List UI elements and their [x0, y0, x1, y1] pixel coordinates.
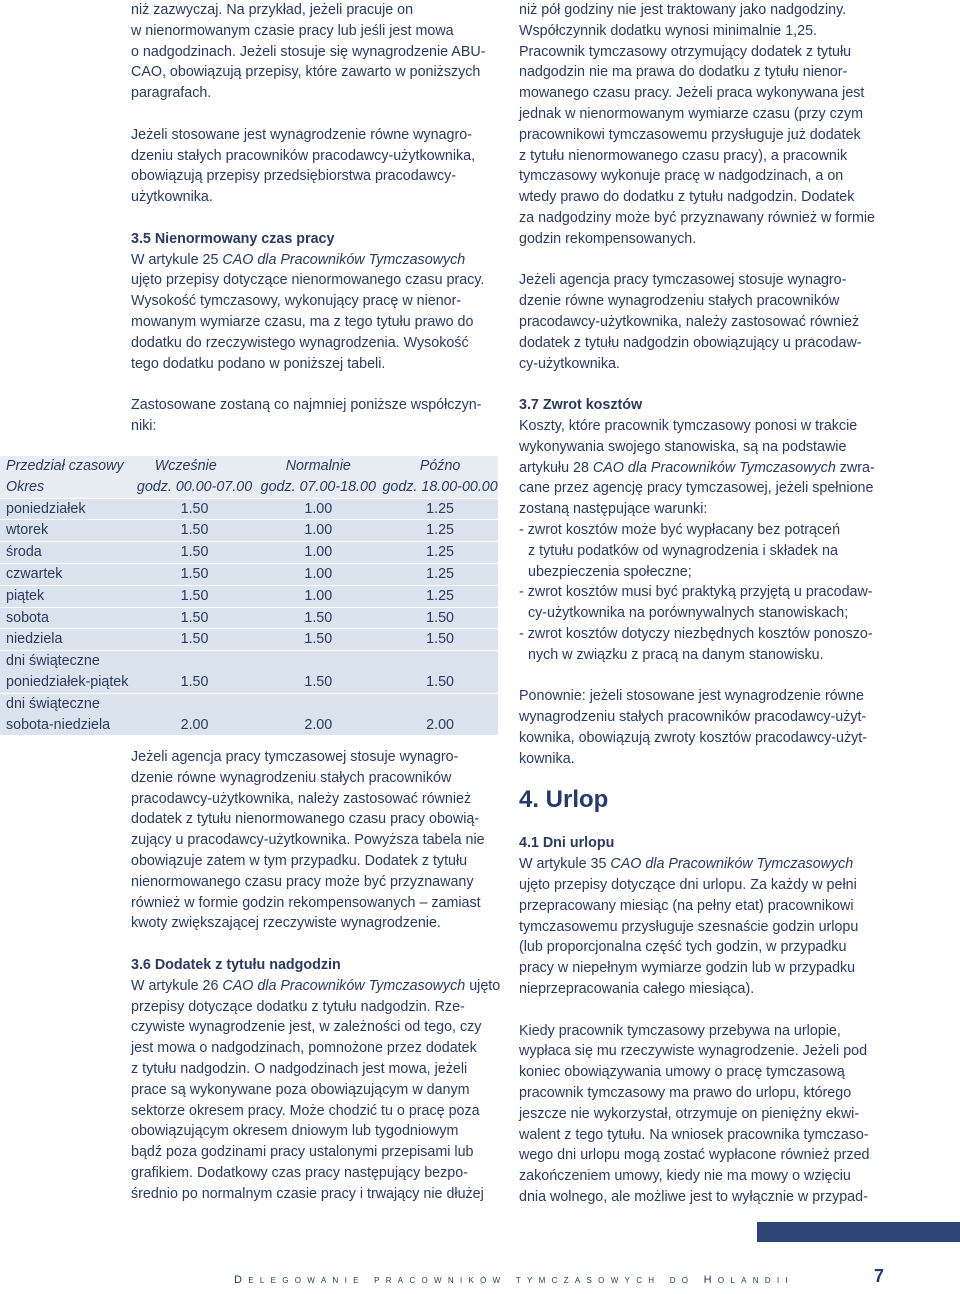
table-header-row	[0, 477, 498, 498]
text-run: zwra-	[835, 459, 875, 476]
text-line: ubezpieczenia społeczne;	[528, 563, 692, 580]
text-line: niż zazwyczaj. Na przykład, jeżeli pracuje on	[131, 2, 414, 18]
table-cell: dni świąteczne	[0, 693, 129, 714]
text-line: pracodawcy-użytkownika, należy zastosować również	[519, 313, 860, 330]
table-row	[0, 651, 498, 672]
text-line: cane przez agencję pracy tymczasowej, jeżeli spełnione	[519, 480, 874, 497]
text-line: paragrafach.	[131, 85, 212, 102]
table-cell: 1.50	[254, 629, 376, 651]
table-cell: 2.00	[304, 716, 333, 733]
table-cell: sobota-niedziela	[6, 716, 111, 733]
table-header-cell: godz. 00.00-07.00	[136, 478, 253, 495]
text-line: Koszty, które pracownik tymczasowy ponosi w trakcie	[519, 417, 858, 434]
text-line: zostaną następujące warunki:	[519, 501, 708, 518]
text-line: prace są wykonywane poza obowiązującym w danym	[131, 1081, 470, 1098]
text-line: koniec obowiązywania umowy o pracę tymczasową	[519, 1064, 845, 1081]
text-line: jednak w nienormowanym wymiarze czasu (przy czym	[519, 105, 864, 122]
table-cell: 1.25	[376, 520, 498, 542]
table-cell: 2.00	[426, 716, 454, 733]
table-cell: poniedziałek-piątek	[6, 673, 129, 690]
table-cell: dni świąteczne	[0, 651, 129, 672]
text-line: wego dni urlopu mogą zostać wypłacone również przed	[519, 1147, 870, 1164]
text-line: dzenie równe wynagrodzeniu stałych pracowników	[519, 293, 840, 310]
page-number: 7	[874, 1266, 885, 1286]
text-line: Jeżeli stosowane jest wynagrodzenie równe wynagro-	[131, 126, 472, 143]
overtime-rates-table	[0, 456, 498, 735]
text-line: - zwrot kosztów dotyczy niezbędnych kosztów ponoszo-	[519, 625, 873, 642]
text-line: wynagrodzeniu stałych pracowników pracodawcy-użyt-	[519, 709, 867, 726]
table-cell: 1.00	[254, 498, 376, 520]
table-cell: 1.50	[129, 585, 255, 607]
text-line: obowiązującym okresem dniowym lub tygodniowym	[131, 1123, 459, 1140]
table-cell: czwartek	[0, 563, 129, 585]
text-line: tymczasowy wykonuje pracę w nadgodzinach, a on	[519, 168, 844, 185]
table-row	[0, 498, 498, 520]
table-cell: 1.25	[376, 563, 498, 585]
paragraph-agency-overtime	[519, 270, 899, 374]
text-line: dzenie równe wynagrodzeniu stałych pracowników	[131, 769, 452, 786]
table-cell: sobota	[0, 607, 129, 629]
text-line: tego dodatku podano w poniższej tabeli.	[131, 355, 386, 372]
table-cell: 1.25	[376, 542, 498, 564]
text-line: Pracownik tymczasowy otrzymujący dodatek z tytułu	[519, 43, 852, 60]
text-line: - zwrot kosztów musi być praktyką przyjętą u pracodaw-	[519, 584, 873, 601]
paragraph-continued	[131, 0, 501, 104]
text-line	[519, 854, 899, 875]
text-line	[131, 976, 501, 997]
table-row	[0, 672, 498, 693]
text-line: Wysokość tymczasowy, wykonujący pracę w nienor-	[131, 293, 462, 310]
text-line: czywiste wynagrodzenie jest, w zależności od tego, czy	[131, 1019, 482, 1036]
text-line: cy-użytkownika.	[519, 355, 620, 372]
table-cell: 1.50	[254, 607, 376, 629]
text-line: dodatek z tytułu nienormowanego czasu pracy obowią-	[131, 811, 480, 828]
paragraph-coefficients	[131, 395, 501, 437]
text-line: Jeżeli agencja pracy tymczasowej stosuje wynagro-	[131, 749, 459, 765]
table-cell: 1.50	[129, 629, 255, 651]
text-line: Jeżeli agencja pracy tymczasowej stosuje wynagro-	[519, 272, 847, 289]
text-line: wykonywania swojego stanowiska, są na podstawie	[519, 438, 847, 455]
text-run: W artykule 35	[519, 856, 611, 873]
table-cell: poniedziałek	[0, 498, 129, 520]
section-4-1	[519, 833, 899, 999]
text-line	[131, 250, 501, 271]
heading-4-1: 4.1 Dni urlopu	[519, 835, 615, 852]
table-cell: 1.00	[254, 542, 376, 564]
text-line: z tytułu podatków od wynagrodzenia i składek na	[528, 542, 838, 559]
text-line: Zastosowane zostaną co najmniej poniższe współczyn-	[131, 397, 482, 414]
table-cell: 1.50	[304, 673, 333, 690]
paragraph-leave-pay	[519, 1021, 899, 1208]
list-item	[519, 624, 899, 666]
text-line: dnia wolnego, ale możliwe jest to wyłącznie w przypad-	[519, 1189, 868, 1206]
text-line: zujący u pracodawcy-użytkownika. Powyższa tabela nie	[131, 832, 485, 849]
text-line: za nadgodziny może być przyznawany również w formie	[519, 209, 875, 226]
table-cell: 1.50	[129, 498, 255, 520]
table-row	[0, 629, 498, 651]
list-item	[519, 582, 899, 624]
text-line: nadgodzin nie ma prawa do dodatku z tytułu nienor-	[519, 64, 848, 81]
cao-reference: CAO dla Pracowników Tymczasowych	[222, 977, 466, 994]
section-3-7	[519, 395, 899, 665]
paragraph-again	[519, 686, 899, 769]
table-cell: 1.25	[376, 498, 498, 520]
text-line: ujęto przepisy dotyczące nienormowanego czasu pracy.	[131, 272, 485, 289]
text-line: w nienormowanym czasie pracy lub jeśli jest mowa	[131, 22, 454, 39]
text-run: artykułu 28	[519, 459, 593, 476]
cao-reference: CAO dla Pracowników Tymczasowych	[610, 856, 854, 873]
table-cell: 1.50	[180, 673, 209, 690]
text-line: kwoty zwiększającej rzeczywiste wynagrodzenie.	[131, 915, 441, 932]
text-line: jest mowa o nadgodzinach, pomnożone przez dodatek	[131, 1040, 477, 1057]
text-line: obowiązują przepisy przedsiębiorstwa pracodawcy-	[131, 168, 457, 185]
table-cell: 1.00	[254, 520, 376, 542]
text-line: dodatku do rzeczywistego wynagrodzenia. Wysokość	[131, 334, 469, 351]
table-row	[0, 563, 498, 585]
text-line: użytkownika.	[131, 189, 213, 206]
table-cell: 2.00	[180, 716, 209, 733]
text-line: przepisy dotyczące dodatku z tytułu nadgodzin. Rze-	[131, 998, 465, 1015]
text-line: pracownik tymczasowy ma prawo do urlopu, którego	[519, 1085, 852, 1102]
table-cell: środa	[0, 542, 129, 564]
table-cell: 1.25	[376, 585, 498, 607]
table-header-cell: Późno	[419, 458, 461, 474]
footer-title: Delegowanie pracowników tymczasowych do Holandii	[234, 1274, 795, 1286]
text-line: cy-użytkownika na porównywalnych stanowiskach;	[528, 605, 849, 622]
left-column-lower	[131, 747, 501, 1205]
table-cell: 1.50	[129, 563, 255, 585]
text-line: tymczasowemu przysługuje szesnaście godzin urlopu	[519, 918, 859, 935]
table-cell: 1.50	[376, 629, 498, 651]
text-line: z tytułu nienormowanego czasu pracy), a pracownik	[519, 147, 848, 164]
table-header-cell: godz. 18.00-00.00	[382, 478, 498, 495]
text-line: mowanego czasu pracy. Jeżeli praca wykonywana jest	[519, 85, 865, 102]
heading-3-7: 3.7 Zwrot kosztów	[519, 397, 643, 414]
table-row	[0, 607, 498, 629]
footer-accent-bar	[757, 1222, 960, 1242]
list-item	[519, 520, 899, 582]
text-line: Ponownie: jeżeli stosowane jest wynagrodzenie równe	[519, 688, 864, 705]
text-line: mowanym wymiarze czasu, ma z tego tytułu prawo do	[131, 313, 474, 330]
text-line: jeszcze nie wykorzystał, otrzymuje on pieniężny ekwi-	[519, 1105, 860, 1122]
paragraph-agency-unregular	[131, 747, 501, 934]
table-cell: 1.00	[254, 563, 376, 585]
text-line: wtedy prawo do dodatku z tytułu nadgodzin. Dodatek	[519, 189, 855, 206]
table-header-cell: godz. 07.00-18.00	[260, 478, 376, 495]
table-header-cell: Okres	[6, 478, 45, 495]
cao-reference: CAO dla Pracowników Tymczasowych	[222, 251, 466, 268]
text-line: pracownikowi tymczasowemu przysługuje już dodatek	[519, 126, 861, 143]
text-line: Współczynnik dodatku wynosi minimalnie 1,25.	[519, 22, 817, 39]
left-column	[131, 0, 501, 437]
text-line: CAO, obowiązują przepisy, które zawarto w poniższych	[131, 64, 481, 81]
text-line: grafikiem. Dodatkowy czas pracy następujący bezpo-	[131, 1164, 468, 1181]
text-line: kownika.	[519, 750, 575, 767]
table-row	[0, 585, 498, 607]
text-line: o nadgodzinach. Jeżeli stosuje się wynagrodzenie ABU-	[131, 43, 486, 60]
text-line: nieprzepracowania całego miesiąca).	[519, 981, 755, 998]
table-cell: 1.00	[254, 585, 376, 607]
heading-3-5: 3.5 Nienormowany czas pracy	[131, 230, 335, 247]
text-line: walent z tego tytułu. Na wniosek pracownika tymczaso-	[519, 1126, 869, 1143]
section-3-6	[131, 955, 501, 1205]
text-line: sektorze okresem pracy. Może chodzić tu o pracę poza	[131, 1102, 480, 1119]
text-line: pracodawcy-użytkownika, należy zastosować również	[131, 790, 472, 807]
section-3-5	[131, 229, 501, 375]
text-line: - zwrot kosztów może być wypłacany bez potrąceń	[519, 521, 841, 538]
right-column	[519, 0, 899, 1208]
table-cell: 1.50	[129, 520, 255, 542]
text-line: z tytułu nadgodzin. O nadgodzinach jest mowa, jeżeli	[131, 1060, 468, 1077]
text-line: ujęto przepisy dotyczące dni urlopu. Za każdy w pełni	[519, 877, 857, 894]
text-line: bądź poza godzinami pracy ustalonymi przepisami lub	[131, 1144, 474, 1161]
text-line: godzin rekompensowanych.	[519, 230, 697, 247]
text-line: (lub proporcjonalna część tych godzin, w przypadku	[519, 939, 847, 956]
text-line: dzeniu stałych pracowników pracodawcy-użytkownika,	[131, 147, 476, 164]
table-cell: 1.50	[129, 542, 255, 564]
table-header-cell: Przedział czasowy	[6, 458, 124, 474]
paragraph-equal-pay	[131, 125, 501, 208]
text-line: zakończeniem umowy, kiedy nie ma mowy o wzięciu	[519, 1168, 851, 1185]
table-header-row	[0, 456, 498, 477]
table-header-cell: Wcześnie	[154, 458, 217, 474]
text-line: średnio po normalnym czasie pracy i trwający nie dłużej	[131, 1185, 484, 1202]
text-line: nych w związku z pracą na danym stanowisku.	[528, 646, 824, 663]
text-line: nienormowanego czasu pracy może być przyznawany	[131, 873, 474, 890]
table-cell: 1.50	[129, 607, 255, 629]
table-cell: piątek	[0, 585, 129, 607]
text-line: również w formie godzin rekompensowanych – zamiast	[131, 894, 481, 911]
table-row	[0, 693, 498, 714]
text-line: niż pół godziny nie jest traktowany jako nadgodziny.	[519, 2, 847, 18]
text-line: obowiązuje zatem w tym przypadku. Dodatek z tytułu	[131, 852, 468, 869]
text-line	[519, 458, 899, 479]
text-line: przepracowany miesiąc (na pełny etat) pracownikowi	[519, 897, 854, 914]
text-line: pracy w niepełnym wymiarze godzin lub w przypadku	[519, 960, 856, 977]
text-run: W artykule 26	[131, 977, 223, 994]
text-line: dodatek z tytułu nadgodzin obowiązujący u pracodaw-	[519, 334, 862, 351]
table-row	[0, 542, 498, 564]
text-run: ujęto	[465, 977, 501, 994]
table-header-cell: Normalnie	[285, 458, 351, 474]
table-cell: 1.50	[426, 673, 454, 690]
table-row	[0, 520, 498, 542]
table-cell: niedziela	[0, 629, 129, 651]
cao-reference: CAO dla Pracowników Tymczasowych	[592, 459, 836, 476]
text-line: Kiedy pracownik tymczasowy przebywa na urlopie,	[519, 1022, 841, 1039]
text-line: wypłaca się mu rzeczywiste wynagrodzenie. Jeżeli pod	[519, 1043, 868, 1060]
heading-4-urlop: 4. Urlop	[519, 786, 609, 814]
text-run: W artykule 25	[131, 251, 223, 268]
table-row	[0, 715, 498, 736]
heading-3-6: 3.6 Dodatek z tytułu nadgodzin	[131, 956, 341, 973]
table-cell: 1.50	[376, 607, 498, 629]
table-cell: wtorek	[0, 520, 129, 542]
text-line: niki:	[131, 417, 157, 434]
text-line: kownika, obowiązują zwroty kosztów pracodawcy-użyt-	[519, 729, 868, 746]
paragraph-overtime-continued	[519, 0, 899, 250]
